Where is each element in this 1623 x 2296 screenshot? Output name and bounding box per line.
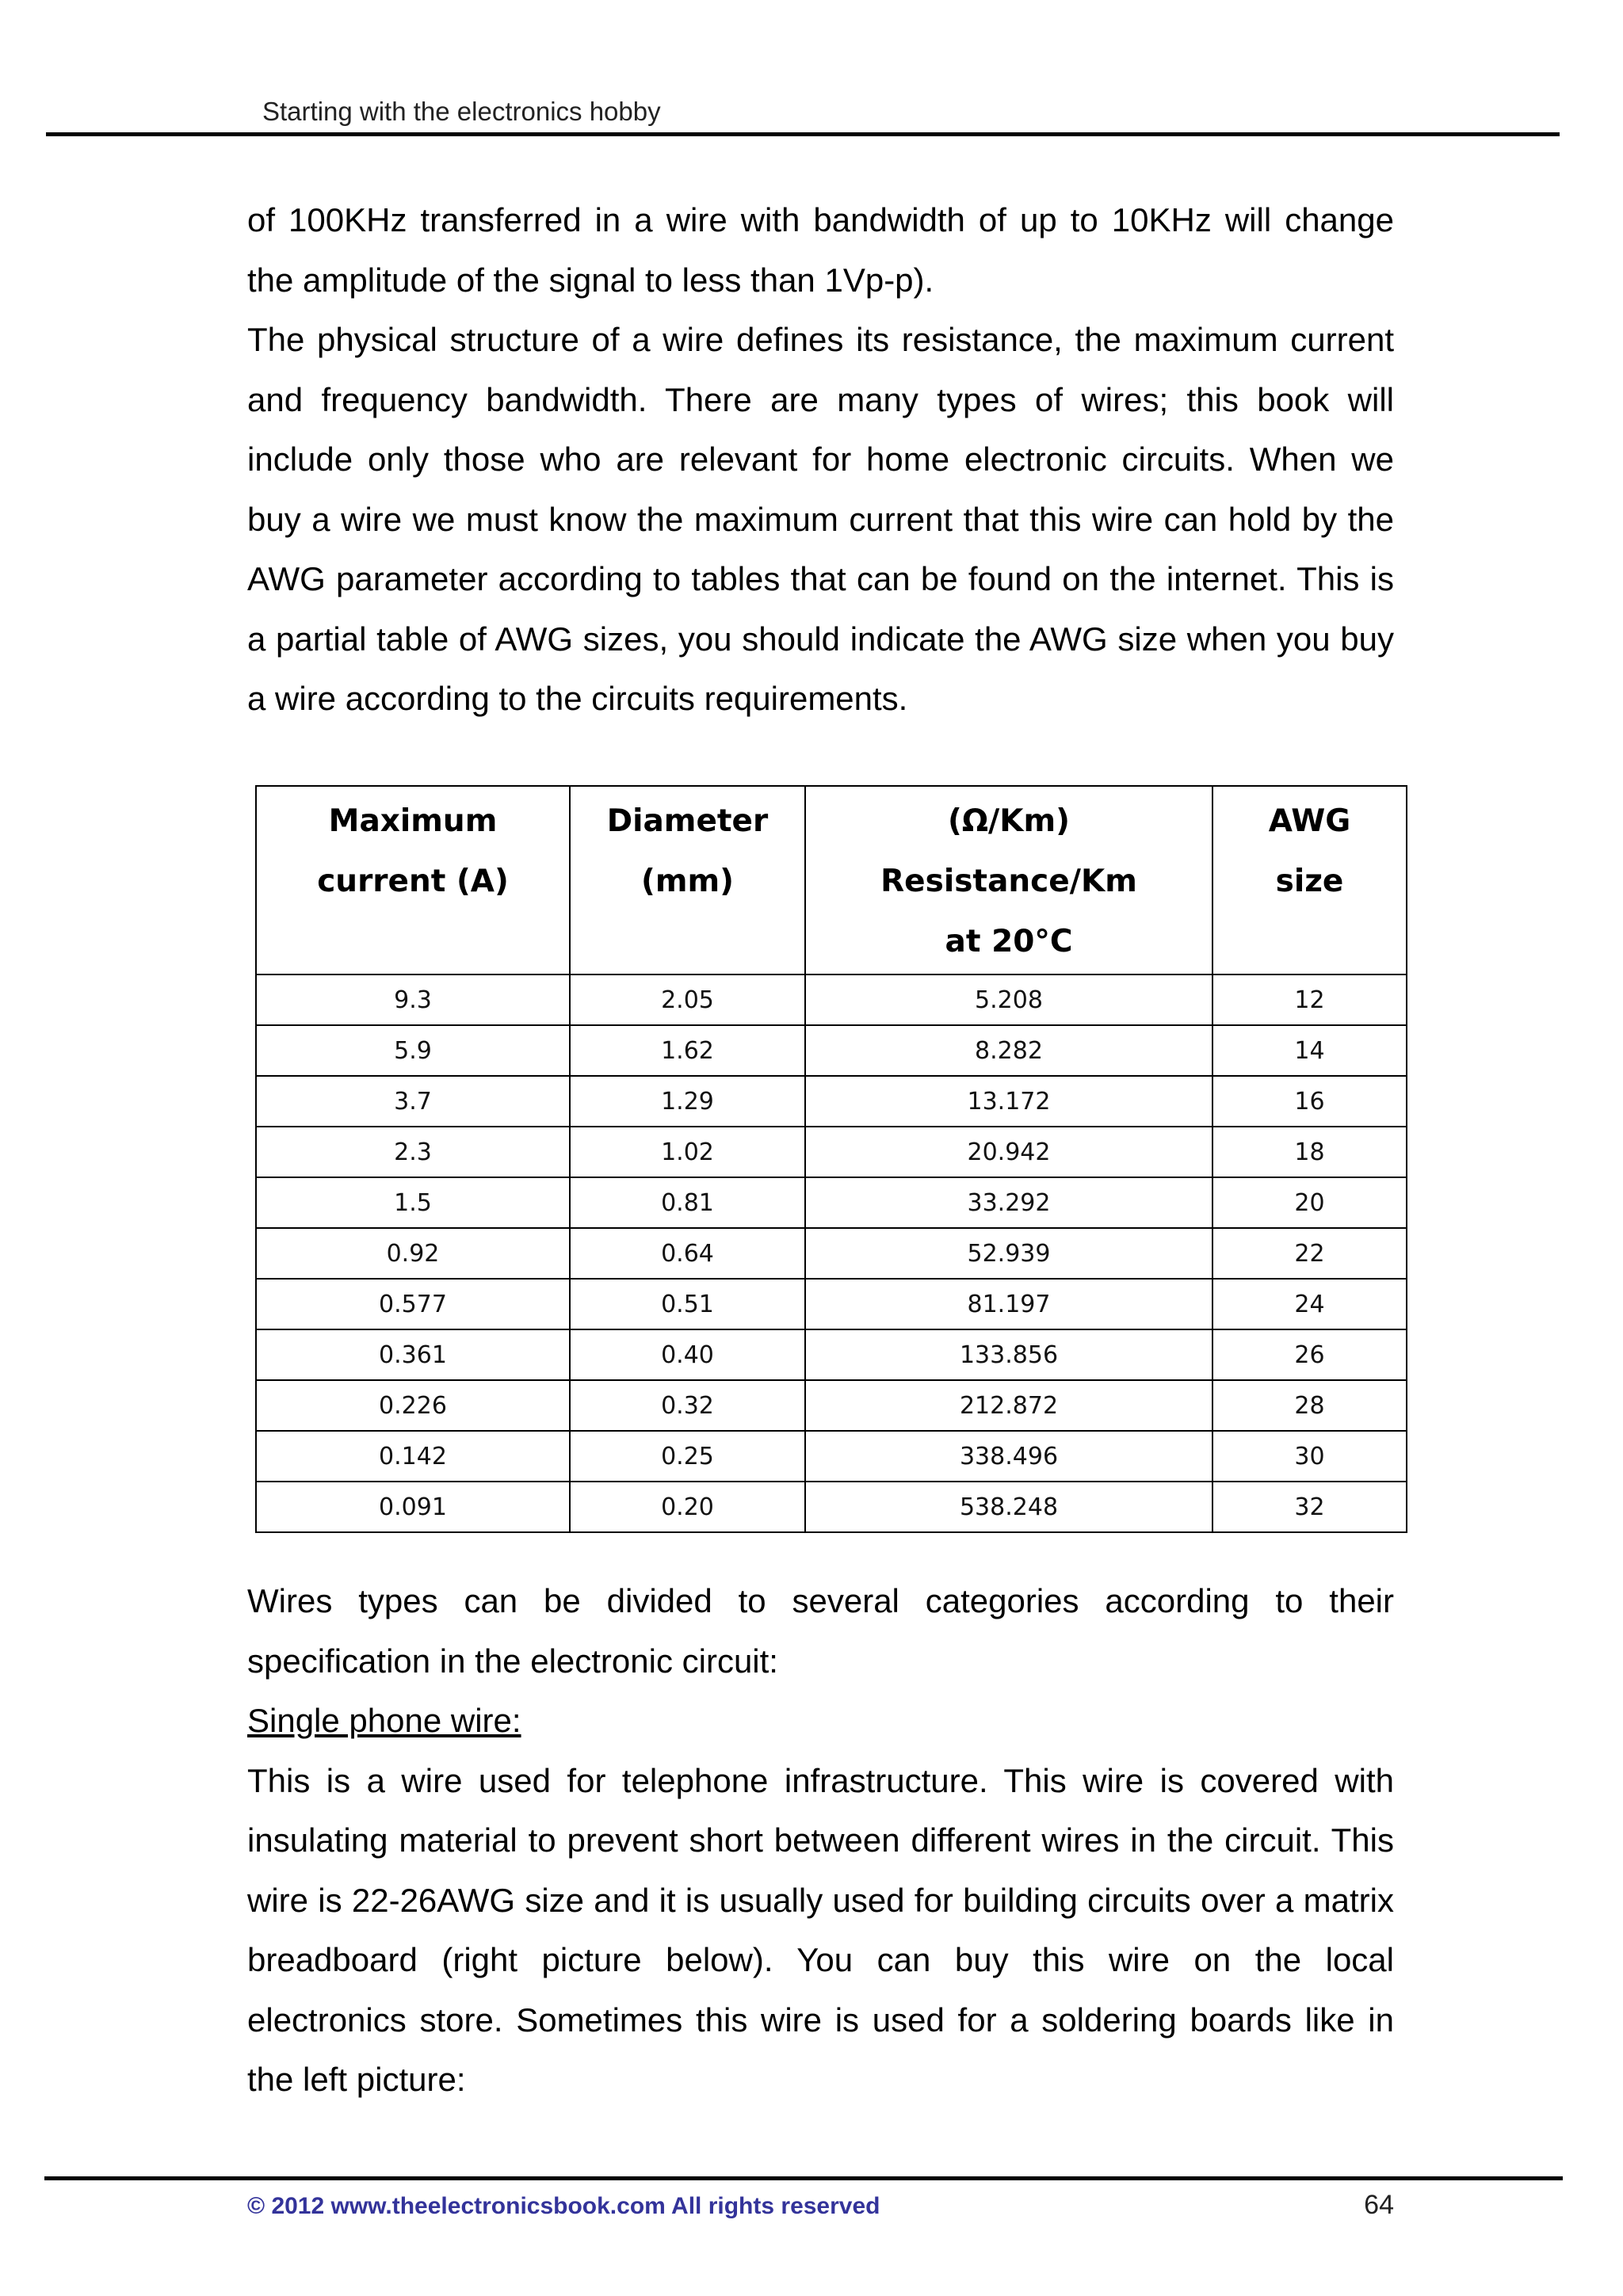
table-cell: 22 xyxy=(1212,1228,1407,1279)
header-awg-size: AWG size xyxy=(1212,786,1407,974)
table-cell: 1.62 xyxy=(570,1025,805,1076)
table-cell: 18 xyxy=(1212,1127,1407,1177)
table-cell: 1.02 xyxy=(570,1127,805,1177)
table-cell: 0.64 xyxy=(570,1228,805,1279)
table-row xyxy=(256,1228,1407,1279)
outro-text xyxy=(247,1571,1394,2110)
table-cell: 12 xyxy=(1212,974,1407,1025)
table-cell: 16 xyxy=(1212,1076,1407,1127)
table-row xyxy=(256,1127,1407,1177)
header-diameter: Diameter (mm) xyxy=(570,786,805,974)
table-cell: 30 xyxy=(1212,1431,1407,1482)
table-cell: 32 xyxy=(1212,1482,1407,1532)
footer-copyright: © 2012 www.theelectronicsbook.com All rights reserved xyxy=(247,2193,880,2219)
table-cell: 5.9 xyxy=(256,1025,570,1076)
paragraph: Wires types can be divided to several categories according to their specification in the electronic circuit: xyxy=(247,1582,1394,1680)
table-cell: 52.939 xyxy=(805,1228,1212,1279)
table-cell: 28 xyxy=(1212,1380,1407,1431)
table-row xyxy=(256,1329,1407,1380)
table-cell: 0.32 xyxy=(570,1380,805,1431)
table-cell: 212.872 xyxy=(805,1380,1212,1431)
table-body xyxy=(256,974,1407,1532)
table-cell: 81.197 xyxy=(805,1279,1212,1329)
header-resistance: (Ω/Km) Resistance/Km at 20°C xyxy=(805,786,1212,974)
table-cell: 0.40 xyxy=(570,1329,805,1380)
table-cell: 2.3 xyxy=(256,1127,570,1177)
table-row xyxy=(256,974,1407,1025)
table-cell: 0.091 xyxy=(256,1482,570,1532)
table-cell: 9.3 xyxy=(256,974,570,1025)
table-cell: 1.5 xyxy=(256,1177,570,1228)
table-cell: 0.361 xyxy=(256,1329,570,1380)
header-rule xyxy=(46,132,1560,136)
table-cell: 33.292 xyxy=(805,1177,1212,1228)
table-cell: 0.92 xyxy=(256,1228,570,1279)
table-cell: 1.29 xyxy=(570,1076,805,1127)
table-cell: 0.81 xyxy=(570,1177,805,1228)
table-cell: 8.282 xyxy=(805,1025,1212,1076)
header-max-current: Maximum current (A) xyxy=(256,786,570,974)
table-row xyxy=(256,1380,1407,1431)
section-heading: Single phone wire: xyxy=(247,1702,521,1739)
table-cell: 26 xyxy=(1212,1329,1407,1380)
table-cell: 338.496 xyxy=(805,1431,1212,1482)
table-cell: 2.05 xyxy=(570,974,805,1025)
table-cell: 3.7 xyxy=(256,1076,570,1127)
table-row xyxy=(256,1482,1407,1532)
table-cell: 0.20 xyxy=(570,1482,805,1532)
table-cell: 0.51 xyxy=(570,1279,805,1329)
paragraph: of 100KHz transferred in a wire with bandwidth of up to 10KHz will change the amplitude of the signal to less than 1Vp-p). xyxy=(247,201,1394,299)
table-cell: 0.25 xyxy=(570,1431,805,1482)
paragraph: The physical structure of a wire defines its resistance, the maximum current and frequency bandwidth. There are many types of wires; this book will include only those who are relevant for home electronic circuits. When we buy a wire we must know the maximum current that this wire can hold by the AWG parameter according to tables that can be found on the internet. This is a partial table of AWG sizes, you should indicate the AWG size when you buy a wire according to the circuits requirements. xyxy=(247,321,1394,717)
paragraph: This is a wire used for telephone infrastructure. This wire is covered with insulating material to prevent short between different wires in the circuit. This wire is 22-26AWG size and it is usually used for building circuits over a matrix breadboard (right picture below). You can buy this wire on the local electronics store. Sometimes this wire is used for a soldering boards like in the left picture: xyxy=(247,1761,1394,2098)
table-cell: 538.248 xyxy=(805,1482,1212,1532)
table-cell: 13.172 xyxy=(805,1076,1212,1127)
table-cell: 0.226 xyxy=(256,1380,570,1431)
running-header: Starting with the electronics hobby xyxy=(262,97,661,126)
table-cell: 20 xyxy=(1212,1177,1407,1228)
page-number: 64 xyxy=(1364,2190,1394,2220)
table-cell: 133.856 xyxy=(805,1329,1212,1380)
table-header-row xyxy=(256,786,1407,974)
table-cell: 20.942 xyxy=(805,1127,1212,1177)
table-row xyxy=(256,1076,1407,1127)
table-cell: 24 xyxy=(1212,1279,1407,1329)
table-row xyxy=(256,1177,1407,1228)
intro-text xyxy=(247,190,1394,729)
table-row xyxy=(256,1279,1407,1329)
table-cell: 5.208 xyxy=(805,974,1212,1025)
table-row xyxy=(256,1431,1407,1482)
awg-table xyxy=(255,785,1407,1533)
table-row xyxy=(256,1025,1407,1076)
footer-rule xyxy=(44,2176,1563,2180)
table-cell: 0.142 xyxy=(256,1431,570,1482)
table-cell: 0.577 xyxy=(256,1279,570,1329)
table-cell: 14 xyxy=(1212,1025,1407,1076)
